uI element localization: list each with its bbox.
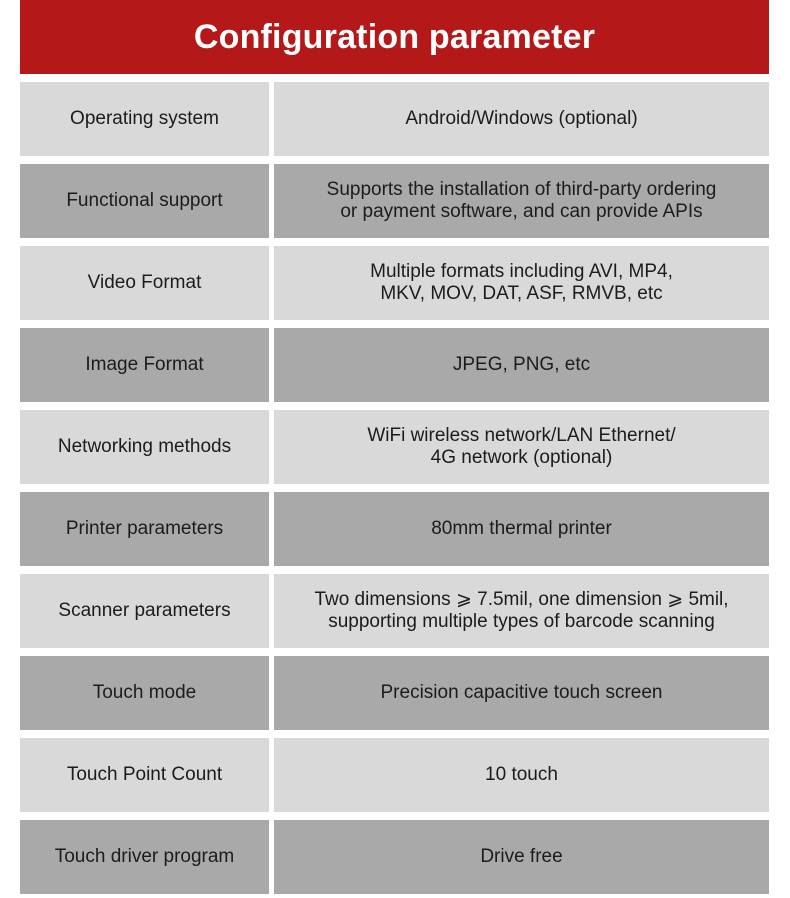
- table-row: [20, 738, 769, 812]
- row-value: [274, 410, 769, 484]
- table-row: [20, 492, 769, 566]
- row-value: [274, 574, 769, 648]
- page-title: Configuration parameter: [20, 0, 769, 74]
- table-row: [20, 410, 769, 484]
- row-label: Functional support: [20, 164, 269, 238]
- row-value: Precision capacitive touch screen: [274, 656, 769, 730]
- row-label: Video Format: [20, 246, 269, 320]
- table-row: [20, 574, 769, 648]
- row-label: Operating system: [20, 82, 269, 156]
- row-value: 80mm thermal printer: [274, 492, 769, 566]
- table-row: [20, 246, 769, 320]
- row-value: [274, 164, 769, 238]
- row-label: Touch Point Count: [20, 738, 269, 812]
- row-label: Image Format: [20, 328, 269, 402]
- table-row: [20, 328, 769, 402]
- row-value: 10 touch: [274, 738, 769, 812]
- row-value-line: supporting multiple types of barcode scanning: [328, 611, 715, 632]
- row-label: Networking methods: [20, 410, 269, 484]
- row-label: Scanner parameters: [20, 574, 269, 648]
- row-value-line: Multiple formats including AVI, MP4,: [370, 261, 673, 282]
- table-row: [20, 820, 769, 894]
- table-row: [20, 82, 769, 156]
- row-value: Drive free: [274, 820, 769, 894]
- table-row: [20, 656, 769, 730]
- row-value: [274, 246, 769, 320]
- row-label: Touch mode: [20, 656, 269, 730]
- table-row: [20, 164, 769, 238]
- row-value-line: MKV, MOV, DAT, ASF, RMVB, etc: [380, 283, 663, 304]
- row-value: JPEG, PNG, etc: [274, 328, 769, 402]
- row-value-line: Two dimensions ⩾ 7.5mil, one dimension ⩾ 5mil,: [314, 589, 729, 610]
- row-label: Touch driver program: [20, 820, 269, 894]
- row-value-line: Supports the installation of third-party ordering: [326, 179, 717, 200]
- row-value-line: WiFi wireless network/LAN Ethernet/: [367, 425, 676, 446]
- row-value: Android/Windows (optional): [274, 82, 769, 156]
- row-label: Printer parameters: [20, 492, 269, 566]
- row-value-line: or payment software, and can provide APIs: [340, 201, 703, 222]
- row-value-line: 4G network (optional): [430, 447, 613, 468]
